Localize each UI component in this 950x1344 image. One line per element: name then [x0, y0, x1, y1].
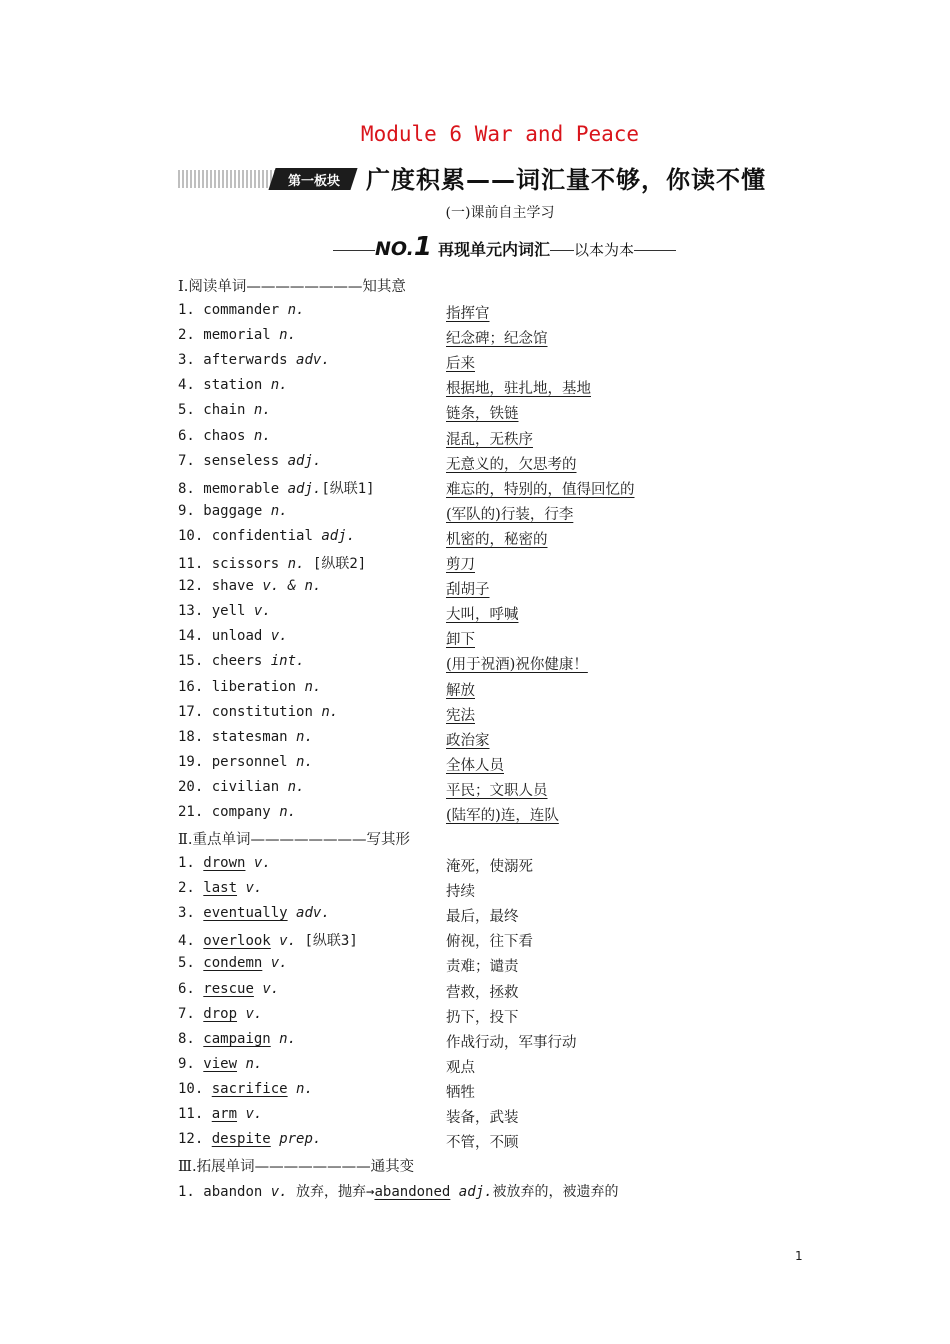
word-entry: 4. station n.	[178, 377, 288, 394]
part-of-speech: adj.	[287, 452, 322, 469]
word: cheers	[211, 653, 263, 670]
part-of-speech: v.	[245, 880, 263, 897]
word: commander	[203, 302, 280, 318]
word: overlook	[203, 933, 271, 950]
word: memorable	[203, 480, 280, 497]
part-of-speech: v.	[262, 980, 280, 997]
meaning: 俯视，往下看	[446, 934, 533, 951]
word: civilian	[211, 778, 280, 795]
word-entry: 7. senseless adj.	[178, 452, 322, 469]
word: condemn	[203, 955, 263, 972]
banner-stripe	[178, 170, 278, 188]
part-of-speech: n.	[270, 377, 288, 394]
meaning: (用于祝酒)祝你健康！	[446, 657, 588, 674]
module-title: Module 6 War and Peace	[360, 122, 640, 146]
word: yell	[211, 603, 246, 620]
word: campaign	[203, 1030, 271, 1047]
cross-ref: [纵联3]	[296, 933, 358, 950]
word: unload	[211, 628, 263, 645]
meaning: 纪念碑；纪念馆	[446, 331, 548, 348]
meaning: 刮胡子	[446, 582, 490, 599]
part-of-speech: adv.	[296, 352, 330, 369]
part-of-speech: v.	[279, 933, 297, 950]
word-entry: 18. statesman n.	[178, 728, 313, 745]
word-entry: 8. campaign n.	[178, 1030, 297, 1047]
part-of-speech: n.	[304, 678, 322, 695]
part-of-speech: n.	[253, 427, 271, 444]
part-of-speech: n.	[279, 804, 297, 820]
part-of-speech: n.	[245, 1055, 263, 1072]
meaning: (陆军的)连，连队	[446, 808, 559, 824]
word-entry: 16. liberation n.	[178, 678, 322, 695]
word-entry: 19. personnel n.	[178, 753, 313, 770]
meaning: 指挥官	[446, 306, 490, 322]
word-entry: 9. baggage n.	[178, 502, 288, 519]
meaning: 不管，不顾	[446, 1135, 519, 1152]
section2-heading: Ⅱ.重点单词————————写其形	[178, 832, 410, 848]
word: drown	[203, 855, 246, 871]
no-prefix: NO.	[375, 238, 414, 260]
part-of-speech: n.	[287, 778, 305, 795]
word: personnel	[211, 753, 288, 770]
word-entry: 20. civilian n.	[178, 778, 305, 795]
banner-title: 广度积累——词汇量不够，你读不懂	[366, 166, 766, 194]
meaning: 作战行动，军事行动	[446, 1034, 577, 1051]
word-entry: 5. condemn v.	[178, 955, 288, 972]
word-entry: 12. shave v. & n.	[178, 578, 322, 595]
cross-ref: [纵联1]	[321, 480, 375, 497]
word: arm	[211, 1106, 238, 1122]
part-of-speech: adv.	[296, 905, 330, 922]
meaning: 全体人员	[446, 757, 504, 774]
part-of-speech: n.	[270, 502, 288, 519]
word-entry: 10. confidential adj.	[178, 527, 356, 544]
word: afterwards	[203, 352, 288, 369]
word-entry: 13. yell v.	[178, 603, 271, 620]
meaning: 难忘的，特别的，值得回忆的	[446, 481, 635, 498]
part-of-speech: v.	[253, 855, 271, 871]
word-entry: 7. drop v.	[178, 1005, 263, 1022]
word: baggage	[203, 502, 263, 519]
word: drop	[203, 1005, 238, 1022]
meaning: 无意义的，欠思考的	[446, 456, 577, 473]
meaning: 淹死，使溺死	[446, 859, 533, 875]
word-entry: 3. eventually adv.	[178, 905, 330, 922]
word: shave	[211, 578, 254, 595]
meaning: 卸下	[446, 632, 475, 649]
rule-left	[333, 250, 375, 251]
meaning: 政治家	[446, 732, 490, 749]
meaning: 根据地，驻扎地，基地	[446, 381, 591, 398]
word-entry: 14. unload v.	[178, 628, 288, 645]
part-of-speech: v.	[270, 955, 288, 972]
section3-heading: Ⅲ.拓展单词————————通其变	[178, 1159, 415, 1175]
word: eventually	[203, 905, 288, 922]
word-entry: 6. rescue v.	[178, 980, 280, 997]
meaning: 链条，铁链	[446, 406, 519, 423]
word-entry: 6. chaos n.	[178, 427, 271, 444]
word: scissors	[211, 556, 280, 572]
word: chaos	[203, 427, 246, 444]
part-of-speech: prep.	[279, 1131, 322, 1148]
part-of-speech: int.	[270, 653, 305, 670]
subheading: (一)课前自主学习	[445, 205, 555, 221]
word-entry: 5. chain n.	[178, 402, 271, 419]
meaning: 剪刀	[446, 557, 475, 573]
meaning: 装备，武装	[446, 1110, 519, 1126]
word-entry: 2. last v.	[178, 880, 263, 897]
word: sacrifice	[211, 1080, 288, 1097]
meaning: 最后，最终	[446, 909, 519, 926]
word-entry: 17. constitution n.	[178, 703, 339, 720]
meaning: 宪法	[446, 707, 475, 724]
word-entry: 10. sacrifice n.	[178, 1080, 313, 1097]
meaning: 平民；文职人员	[446, 782, 548, 799]
rule-right	[634, 250, 676, 251]
page-number: 1	[795, 1249, 803, 1263]
banner-badge: 第一板块	[287, 174, 340, 189]
part-of-speech: n.	[279, 1030, 297, 1047]
word-entry: 21. company n.	[178, 804, 297, 820]
word-entry: 1. commander n.	[178, 302, 305, 318]
word-entry: 15. cheers int.	[178, 653, 305, 670]
derived-word: abandoned	[374, 1184, 451, 1200]
word: chain	[203, 402, 246, 419]
word: confidential	[211, 527, 313, 544]
word: memorial	[203, 327, 271, 344]
part-of-speech: n.	[287, 302, 305, 318]
meaning: 持续	[446, 884, 475, 901]
part-of-speech: adj.	[321, 527, 356, 544]
word: liberation	[211, 678, 297, 695]
part-of-speech: n.	[296, 728, 313, 745]
section1-heading: Ⅰ.阅读单词————————知其意	[178, 279, 406, 295]
rule-mid	[550, 250, 574, 251]
part-of-speech: n.	[287, 556, 305, 572]
part-of-speech: v.	[245, 1106, 263, 1122]
word-entry: 9. view n.	[178, 1055, 263, 1072]
meaning: 混乱，无秩序	[446, 431, 533, 448]
part-of-speech: n.	[296, 753, 313, 770]
no1-title: 再现单元内词汇	[437, 240, 550, 259]
meaning: 大叫，呼喊	[446, 607, 519, 624]
word-entry: 11. arm v.	[178, 1106, 263, 1122]
no-number: 1	[413, 232, 432, 262]
meaning: 观点	[446, 1059, 475, 1076]
word: senseless	[203, 452, 280, 469]
word-entry: 3. afterwards adv.	[178, 352, 330, 369]
part-of-speech: v.	[253, 603, 271, 620]
word: view	[203, 1055, 238, 1072]
word-entry: 4. overlook v. [纵联3]	[178, 933, 358, 950]
meaning: (军队的)行装，行李	[446, 506, 574, 523]
word: constitution	[211, 703, 313, 720]
word: rescue	[203, 980, 254, 997]
section-banner	[178, 160, 766, 196]
word: despite	[211, 1131, 271, 1148]
part-of-speech: v.	[245, 1005, 263, 1022]
word-entry: 11. scissors n. [纵联2]	[178, 556, 367, 572]
meaning: 解放	[446, 682, 475, 699]
word: statesman	[211, 728, 288, 745]
meaning: 后来	[446, 356, 475, 373]
part-of-speech: n.	[253, 402, 271, 419]
meaning: 营救，拯救	[446, 984, 519, 1001]
meaning: 责难；谴责	[446, 959, 519, 976]
part-of-speech: n.	[296, 1080, 313, 1097]
part-of-speech: n.	[321, 703, 339, 720]
word-entry: 2. memorial n.	[178, 327, 297, 344]
part-of-speech: v. & n.	[262, 578, 322, 595]
meaning: 牺牲	[446, 1084, 475, 1101]
word: last	[203, 880, 238, 897]
word-entry: 1. drown v.	[178, 855, 271, 871]
meaning: 机密的，秘密的	[446, 531, 548, 548]
no1-heading	[333, 232, 676, 262]
part-of-speech: adj.	[287, 480, 322, 497]
word-entry: 8. memorable adj.[纵联1]	[178, 480, 375, 497]
cross-ref: [纵联2]	[304, 556, 367, 572]
part-of-speech: n.	[279, 327, 297, 344]
derivation-line: 1. abandon v. 放弃，抛弃→abandoned adj.被放弃的，被遗弃的	[178, 1184, 619, 1200]
word: company	[211, 804, 271, 820]
no1-tail: 以本为本	[573, 241, 634, 259]
word-entry: 12. despite prep.	[178, 1131, 322, 1148]
word: station	[203, 377, 263, 394]
meaning: 扔下，投下	[446, 1009, 519, 1026]
part-of-speech: v.	[270, 628, 288, 645]
